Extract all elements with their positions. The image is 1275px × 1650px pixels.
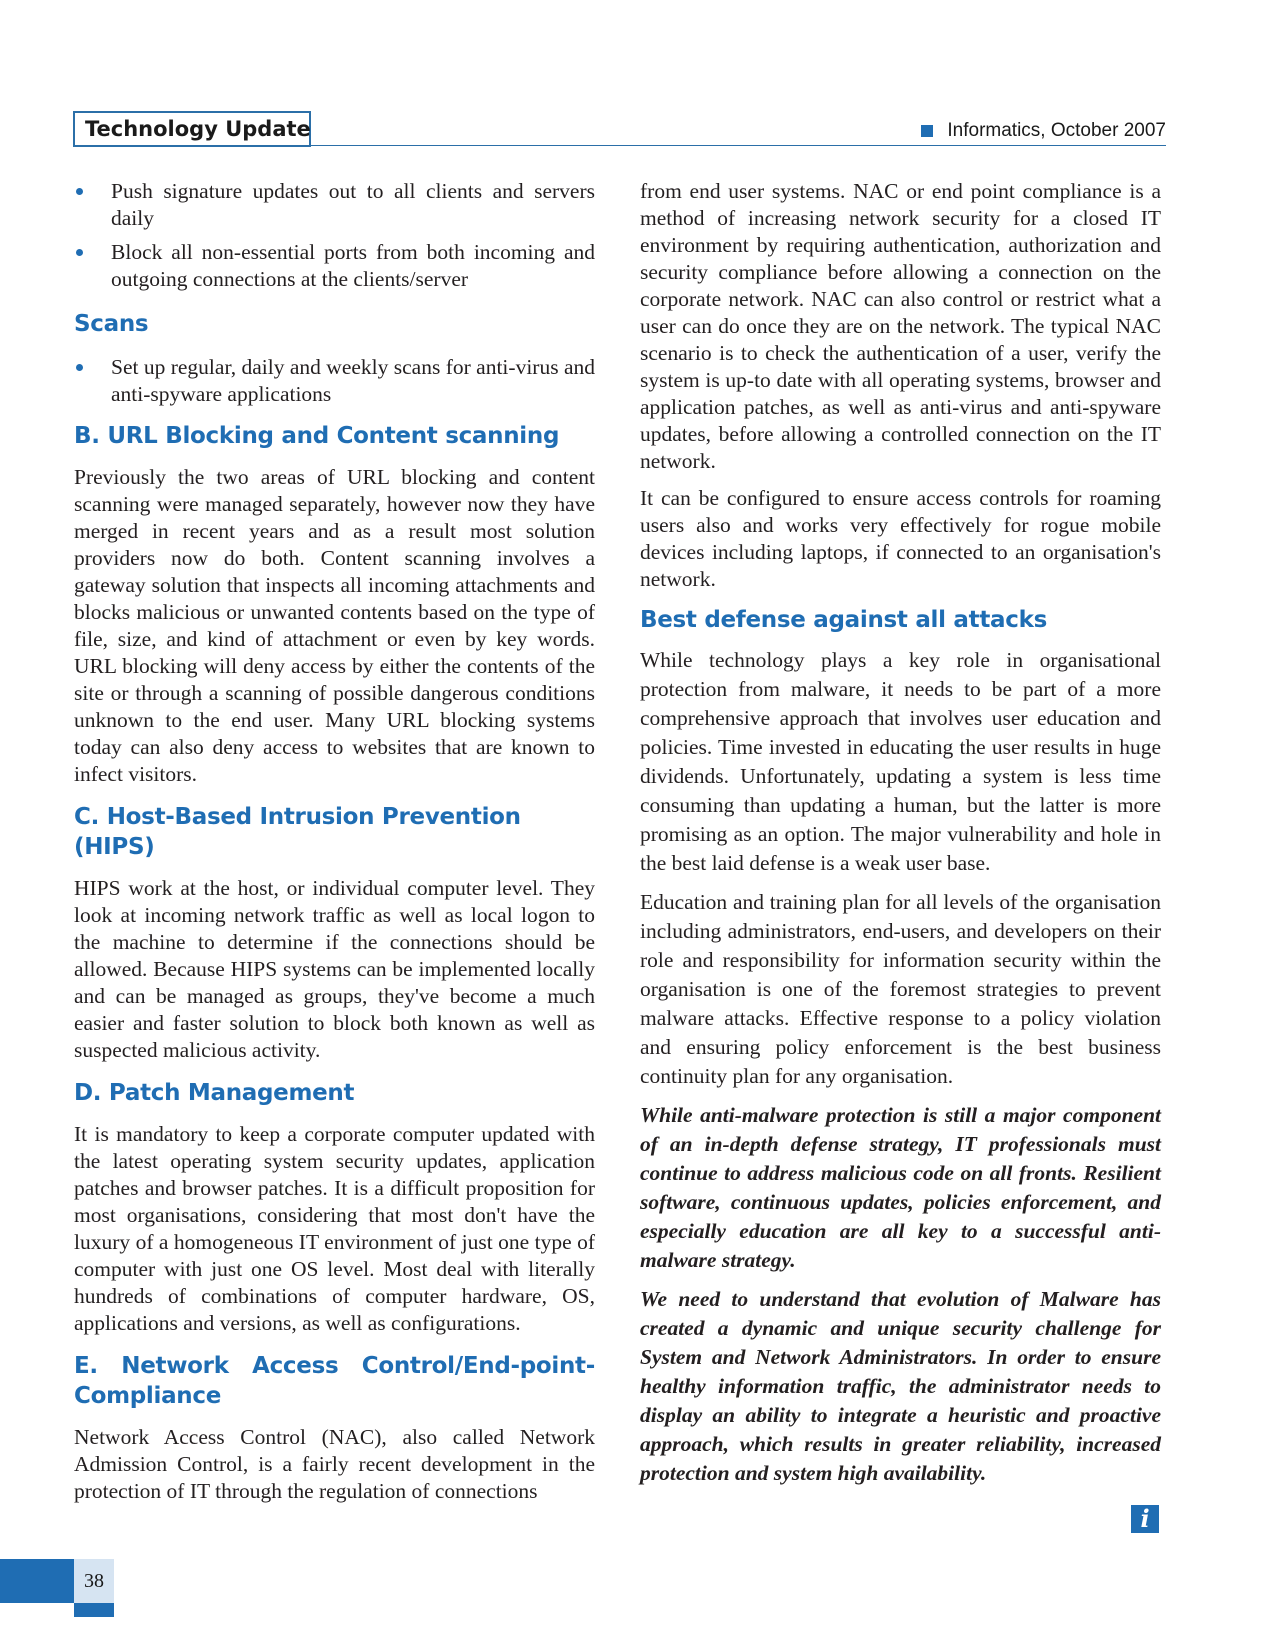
footer-bar xyxy=(0,1559,74,1603)
paragraph-emphasis-1: While anti-malware protection is still a major component of an in-depth defense strategy, IT professionals must continue to address malicious code on all fronts. Resilient software, continuous updates, policies enforcement, and especially education are all key to a successful anti-malware strategy. xyxy=(640,1103,1161,1272)
left-column xyxy=(74,178,595,1505)
heading-nac: E. Network Access Control/End-point-Compliance xyxy=(74,1353,595,1409)
heading-url-blocking: B. URL Blocking and Content scanning xyxy=(74,423,560,449)
paragraph-roaming: It can be configured to ensure access controls for roaming users also and works very effectively for rogue mobile devices including laptops, if connected to an organisation's network. xyxy=(640,486,1161,591)
paragraph-emphasis-2: We need to understand that evolution of Malware has created a dynamic and unique security challenge for System and Network Administrators. In order to ensure healthy information traffic, the administrator needs to display an ability to integrate a heuristic and proactive approach, which results in greater reliability, increased protection and system high availability. xyxy=(640,1287,1161,1485)
heading-best-defense: Best defense against all attacks xyxy=(640,607,1047,633)
header-rule xyxy=(311,145,1166,146)
bullet-icon xyxy=(76,188,83,195)
list-item: Push signature updates out to all clients and servers daily xyxy=(74,178,595,232)
bullet-list xyxy=(74,354,595,408)
paragraph-best-defense-1: While technology plays a key role in organisational protection from malware, it needs to be part of a more comprehensive approach that involves user education and policies. Time invested in educating the user results in huge dividends. Unfortunately, updating a system is less time consuming than updating a human, but the latter is more promising as an option. The major vulnerability and hole in the best laid defense is a weak user base. xyxy=(640,648,1161,875)
paragraph-hips: HIPS work at the host, or individual computer level. They look at incoming network traffic as well as local logon to the machine to determine if the connections should be allowed. Because HIPS systems can be implemented locally and can be managed as groups, they've become a much easier and faster solution to block both known as well as suspected malicious activity. xyxy=(74,876,595,1062)
publication-label: Informatics, October 2007 xyxy=(947,120,1166,141)
footer-strip xyxy=(74,1603,114,1617)
list-item: Block all non-essential ports from both incoming and outgoing connections at the clients/server xyxy=(74,239,595,293)
paragraph-best-defense-2: Education and training plan for all levels of the organisation including administrators, end-users, and developers on their role and responsibility for information security within the organisation is one of the foremost strategies to prevent malware attacks. Effective response to a policy violation and ensuring policy enforcement is the best business continuity plan for any organisation. xyxy=(640,890,1161,1088)
publication-info xyxy=(921,120,1166,142)
paragraph-nac: Network Access Control (NAC), also called Network Admission Control, is a fairly recent development in the protection of IT through the regulation of connections xyxy=(74,1425,595,1503)
page-number: 38 xyxy=(74,1559,114,1603)
bullet-icon xyxy=(76,249,83,256)
heading-scans: Scans xyxy=(74,311,149,337)
paragraph-nac-continued: from end user systems. NAC or end point compliance is a method of increasing network security for a closed IT environment by requiring authentication, authorization and security compliance before allowing a connection on the corporate network. NAC can also control or restrict what a user can do once they are on the network. The typical NAC scenario is to check the authentication of a user, verify the system is up-to date with all operating systems, browser and application patches, as well as anti-virus and anti-spyware updates, before allowing a controlled connection on the IT network. xyxy=(640,179,1161,473)
section-label: Technology Update xyxy=(73,111,311,147)
square-bullet-icon xyxy=(921,125,933,137)
list-item: Set up regular, daily and weekly scans for anti-virus and anti-spyware applications xyxy=(74,354,595,408)
heading-patch-management: D. Patch Management xyxy=(74,1080,355,1106)
paragraph-patch-management: It is mandatory to keep a corporate computer updated with the latest operating system security updates, application patches and browser patches. It is a difficult proposition for most organisations, considering that most don't have the luxury of a homogeneous IT environment of just one type of computer with just one OS level. Most deal with literally hundreds of combinations of computer hardware, OS, applications and versions, as well as configurations. xyxy=(74,1122,595,1335)
info-icon: i xyxy=(1131,1505,1159,1533)
right-column xyxy=(640,178,1161,1488)
bullet-icon xyxy=(76,364,83,371)
bullet-list xyxy=(74,178,595,293)
paragraph-url-blocking: Previously the two areas of URL blocking and content scanning were managed separately, however now they have merged in recent years and as a result most solution providers now do both. Content scanning involves a gateway solution that inspects all incoming attachments and blocks malicious or unwanted contents based on the type of file, size, and kind of attachment or even by key words. URL blocking will deny access by either the contents of the site or through a scanning of possible dangerous conditions unknown to the end user. Many URL blocking systems today can also deny access to websites that are known to infect visitors. xyxy=(74,465,595,786)
heading-hips: C. Host-Based Intrusion Prevention (HIPS) xyxy=(74,804,521,860)
